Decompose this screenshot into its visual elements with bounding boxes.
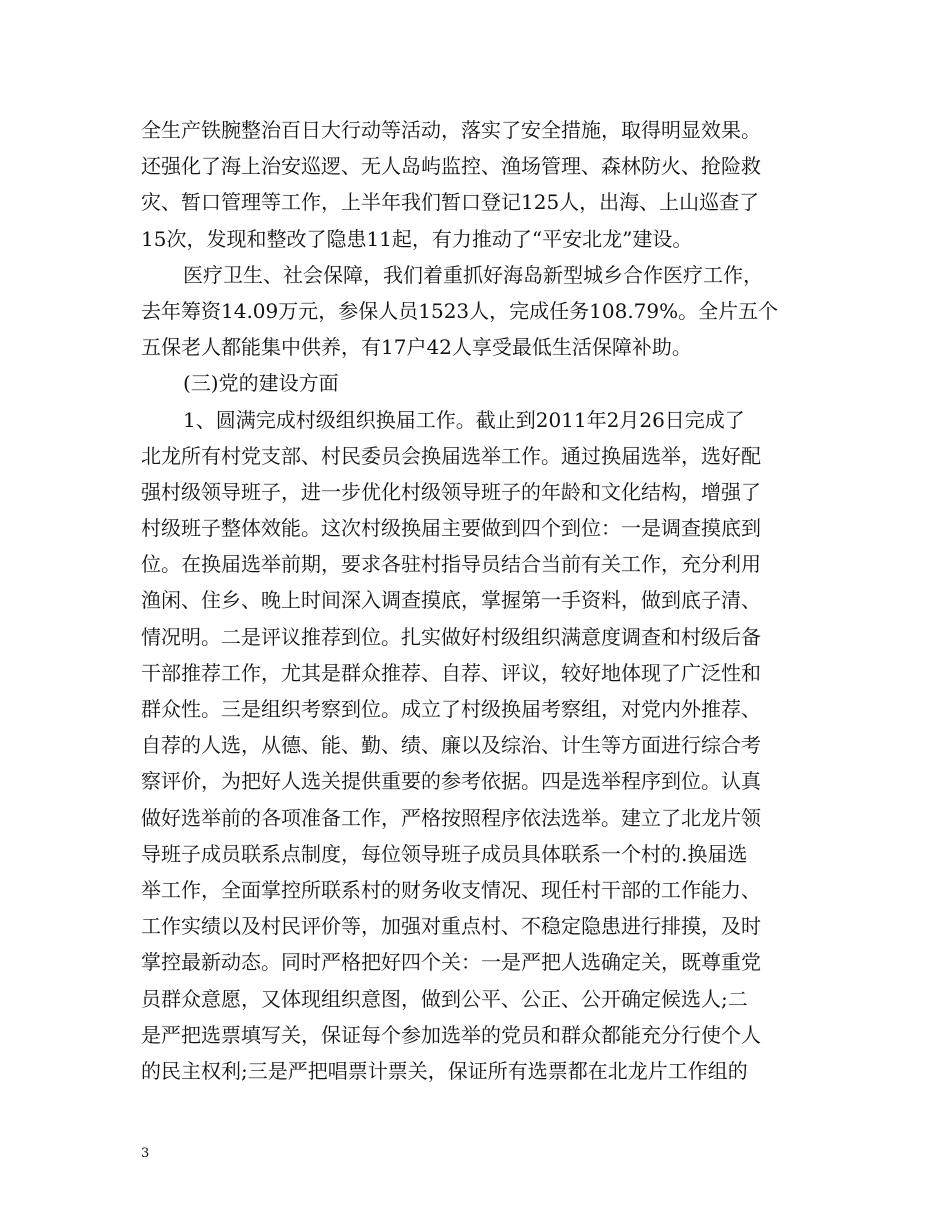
text-line: 五保老人都能集中供养，有17户42人享受最低生活保障补助。	[141, 335, 692, 360]
text-line: 自荐的人选，从德、能、勤、绩、廉以及综治、计生等方面进行综合考	[141, 733, 761, 758]
text-line: 灾、暂口管理等工作，上半年我们暂口登记125人，出海、上山巡查了	[141, 190, 760, 215]
text-line: 情况明。二是评议推荐到位。扎实做好村级组织满意度调查和村级后备	[141, 624, 761, 649]
text-line: 村级班子整体效能。这次村级换届主要做到四个到位：一是调查摸底到	[141, 516, 761, 541]
text-line: 还强化了海上治安巡逻、无人岛屿监控、渔场管理、森林防火、抢险救	[141, 154, 761, 179]
text-line: 是严把选票填写关，保证每个参加选举的党员和群众都能充分行使个人	[141, 1022, 761, 1047]
text-line: 15次，发现和整改了隐患11起，有力推动了“平安北龙”建设。	[141, 226, 693, 251]
text-line: 群众性。三是组织考察到位。成立了村级换届考察组，对党内外推荐、	[141, 697, 761, 721]
text-line: 举工作，全面掌控所联系村的财务收支情况、现任村干部的工作能力、	[141, 877, 761, 902]
text-line: (三)党的建设方面	[183, 371, 339, 396]
text-line: 全生产铁腕整治百日大行动等活动，落实了安全措施，取得明显效果。	[141, 118, 761, 142]
text-line: 1、圆满完成村级组织换届工作。截止到2011年2月26日完成了	[183, 407, 745, 432]
text-line: 北龙所有村党支部、村民委员会换届选举工作。通过换届选举，选好配	[141, 443, 761, 468]
text-line: 去年筹资14.09万元，参保人员1523人，完成任务108.79%。全片五个	[141, 298, 779, 323]
document-body	[141, 112, 813, 1089]
text-line: 工作实绩以及村民评价等，加强对重点村、不稳定隐患进行排摸，及时	[141, 914, 761, 939]
text-line: 掌控最新动态。同时严格把好四个关：一是严把人选确定关，既尊重党	[141, 950, 761, 975]
text-line: 强村级领导班子，进一步优化村级领导班子的年龄和文化结构，增强了	[141, 479, 761, 504]
page-number: 3	[141, 1146, 150, 1161]
text-line: 导班子成员联系点制度，每位领导班子成员具体联系一个村的.换届选	[141, 841, 748, 866]
text-line: 员群众意愿，又体现组织意图，做到公平、公正、公开确定候选人;二	[141, 986, 748, 1011]
text-line: 做好选举前的各项准备工作，严格按照程序依法选举。建立了北龙片领	[141, 805, 761, 830]
text-line: 医疗卫生、社会保障，我们着重抓好海岛新型城乡合作医疗工作，	[183, 262, 763, 287]
text-line: 察评价，为把好人选关提供重要的参考依据。四是选举程序到位。认真	[141, 769, 761, 794]
text-line: 的民主权利;三是严把唱票计票关，保证所有选票都在北龙片工作组的	[141, 1058, 748, 1083]
text-line: 位。在换届选举前期，要求各驻村指导员结合当前有关工作，充分利用	[141, 552, 761, 577]
text-line: 干部推荐工作，尤其是群众推荐、自荐、评议，较好地体现了广泛性和	[141, 660, 761, 685]
text-line: 渔闲、住乡、晚上时间深入调查摸底，掌握第一手资料，做到底子清、	[141, 588, 761, 613]
